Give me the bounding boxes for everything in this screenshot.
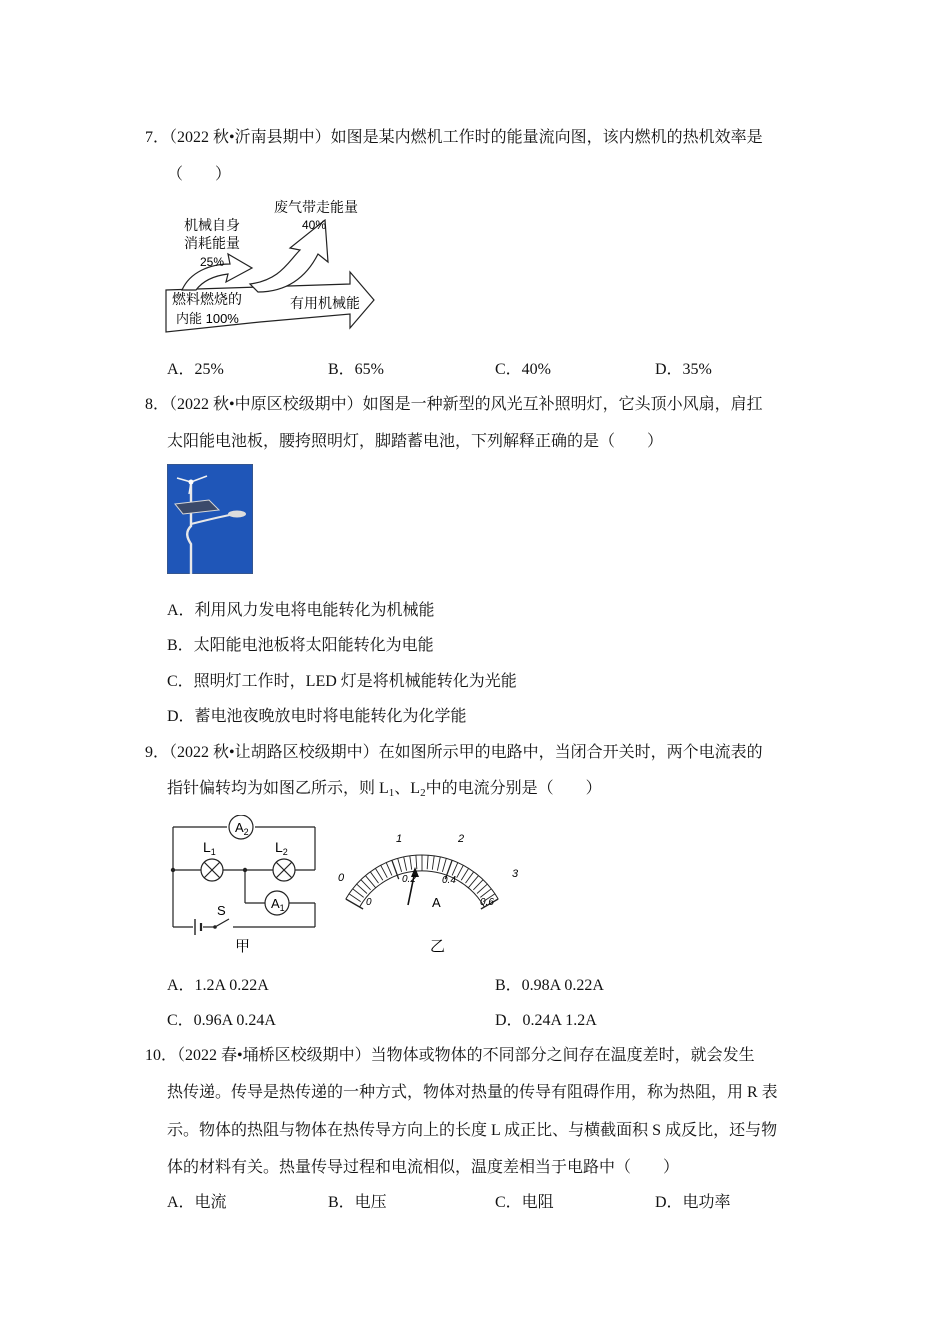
q9-dial-tick bbox=[381, 865, 388, 877]
q9-ammeter-dial bbox=[330, 825, 530, 957]
q9-option-b[interactable]: B．0.98A 0.22A bbox=[495, 977, 604, 994]
q9-stem-text-a: 指针偏转均为如图乙所示，则 L bbox=[167, 780, 389, 797]
q9-dial-tick bbox=[404, 857, 407, 871]
q9-stem-line2 bbox=[167, 779, 602, 799]
q9-dial-tick bbox=[349, 894, 361, 902]
q9-a2-label: $A_2$ bbox=[235, 820, 249, 837]
q9-dial-tick bbox=[437, 857, 440, 871]
q7-label-mech-pct: 25% bbox=[200, 255, 225, 269]
q9-junction-dot bbox=[171, 868, 175, 872]
q9-stem-text-c: 中的电流分别是（ ） bbox=[425, 780, 602, 797]
q10-option-a[interactable]: A．电流 bbox=[167, 1194, 227, 1211]
q9-dial-tick bbox=[432, 856, 434, 870]
q9-dial-tick bbox=[461, 868, 468, 880]
q10-option-b[interactable]: B．电压 bbox=[328, 1194, 387, 1211]
q9-circuit-diagram bbox=[165, 815, 325, 957]
q7-option-b[interactable]: B．65% bbox=[328, 361, 385, 378]
q9-option-a[interactable]: A．1.2A 0.22A bbox=[167, 977, 269, 994]
q9-dial-caption: 乙 bbox=[430, 938, 446, 955]
q10-stem-line1: 10．（2022 春•埇桥区校级期中）当物体或物体的不同部分之间存在温度差时，就会发生 bbox=[145, 1047, 755, 1064]
q9-stem-line1: 9．（2022 秋•让胡路区校级期中）在如图所示甲的电路中，当闭合开关时，两个电流表的 bbox=[145, 744, 763, 761]
q7-stem-line2: （ ） bbox=[167, 166, 232, 183]
q9-dial-outer-1: 1 bbox=[396, 833, 403, 845]
q9-dial-tick bbox=[410, 856, 412, 870]
q9-dial-outer-0: 0 bbox=[338, 872, 345, 884]
q9-dial-tick bbox=[346, 899, 363, 909]
q9-dial-tick bbox=[357, 884, 367, 893]
q9-dial-tick bbox=[375, 868, 382, 880]
q8-option-a[interactable]: A．利用风力发电将电能转化为机械能 bbox=[167, 602, 435, 619]
q9-dial-tick bbox=[477, 884, 487, 893]
q8-option-d[interactable]: D．蓄电池夜晚放电时将电能转化为化学能 bbox=[167, 708, 467, 725]
q8-street-lamp-photo bbox=[167, 464, 253, 574]
q9-dial-tick bbox=[473, 880, 483, 890]
q10-stem-line3: 示。物体的热阻与物体在热传导方向上的长度 L 成正比、与横截面积 S 成反比，还与物 bbox=[167, 1122, 778, 1139]
q9-circuit-caption: 甲 bbox=[235, 938, 251, 955]
q9-dial-tick bbox=[452, 863, 458, 876]
q10-option-d[interactable]: D．电功率 bbox=[655, 1194, 731, 1211]
q9-dial-tick bbox=[398, 858, 402, 872]
q9-dial-inner-2: 0.4 bbox=[442, 875, 456, 886]
q9-dial-outer-3: 3 bbox=[512, 868, 519, 880]
q9-junction-dot bbox=[243, 868, 247, 872]
q9-dial-unit: A bbox=[432, 895, 441, 910]
q9-stem-text-b: 、L bbox=[394, 780, 421, 797]
q9-dial-tick bbox=[442, 858, 446, 872]
q9-switch-pivot bbox=[213, 925, 217, 929]
q9-dial-inner-0: 0 bbox=[366, 897, 372, 908]
q7-option-c[interactable]: C．40% bbox=[495, 361, 552, 378]
q7-label-fuel-1: 燃料燃烧的 bbox=[172, 291, 242, 307]
q8-turbine-hub bbox=[189, 480, 194, 485]
q7-label-mech-2: 消耗能量 bbox=[184, 235, 240, 251]
q7-label-fuel-2: 内能 100% bbox=[176, 311, 239, 326]
q9-option-d[interactable]: D．0.24A 1.2A bbox=[495, 1012, 597, 1029]
q7-label-mech-1: 机械自身 bbox=[184, 217, 240, 233]
q9-dial-outer-2: 2 bbox=[458, 833, 465, 845]
q10-stem-line4: 体的材料有关。热量传导过程和电流相似，温度差相当于电路中（ ） bbox=[167, 1159, 680, 1176]
q7-label-useful: 有用机械能 bbox=[290, 295, 360, 311]
q9-dial-tick bbox=[386, 863, 392, 876]
q10-option-c[interactable]: C．电阻 bbox=[495, 1194, 554, 1211]
q9-switch-label: S bbox=[217, 903, 226, 918]
q9-dial-inner-3: 0.6 bbox=[480, 897, 494, 908]
q7-label-exhaust-pct: 40% bbox=[302, 218, 327, 232]
q9-dial-tick bbox=[370, 872, 378, 883]
q9-dial-tick bbox=[353, 889, 364, 898]
q7-option-d[interactable]: D．35% bbox=[655, 361, 712, 378]
q7-option-a[interactable]: A．25% bbox=[167, 361, 224, 378]
q9-dial-tick bbox=[457, 865, 464, 877]
q7-label-exhaust: 废气带走能量 bbox=[274, 199, 358, 215]
q9-l2-label: $L_2$ bbox=[275, 839, 288, 857]
q8-option-c[interactable]: C．照明灯工作时，LED 灯是将机械能转化为光能 bbox=[167, 673, 517, 690]
q9-dial-tick bbox=[361, 880, 371, 890]
q9-l1-label: $L_1$ bbox=[203, 839, 216, 857]
q8-stem-line2: 太阳能电池板，腰挎照明灯，脚踏蓄电池，下列解释正确的是（ ） bbox=[167, 433, 664, 450]
q9-option-c[interactable]: C．0.96A 0.24A bbox=[167, 1012, 276, 1029]
q9-a1-label: $A_1$ bbox=[271, 896, 285, 913]
q9-dial-inner-arc bbox=[360, 871, 485, 907]
q10-stem-line2: 热传递。传导是热传递的一种方式，物体对热量的传导有阻碍作用，称为热阻，用 R 表 bbox=[167, 1084, 778, 1101]
q9-sub-1: 1 bbox=[388, 787, 395, 799]
q9-dial-tick bbox=[427, 855, 428, 869]
q9-dial-tick bbox=[416, 855, 417, 869]
q9-dial-tick bbox=[466, 872, 474, 883]
q7-energy-flow-diagram bbox=[160, 192, 390, 342]
q9-sub-2: 2 bbox=[420, 787, 426, 799]
q8-option-b[interactable]: B．太阳能电池板将太阳能转化为电能 bbox=[167, 637, 434, 654]
q8-stem-line1: 8．（2022 秋•中原区校级期中）如图是一种新型的风光互补照明灯，它头顶小风扇，肩扛 bbox=[145, 396, 763, 413]
q7-stem-line1: 7．（2022 秋•沂南县期中）如图是某内燃机工作时的能量流向图，该内燃机的热机效率是 bbox=[145, 129, 763, 146]
q8-lamp-head bbox=[228, 511, 246, 518]
q9-dial-inner-1: 0.2 bbox=[402, 874, 416, 885]
